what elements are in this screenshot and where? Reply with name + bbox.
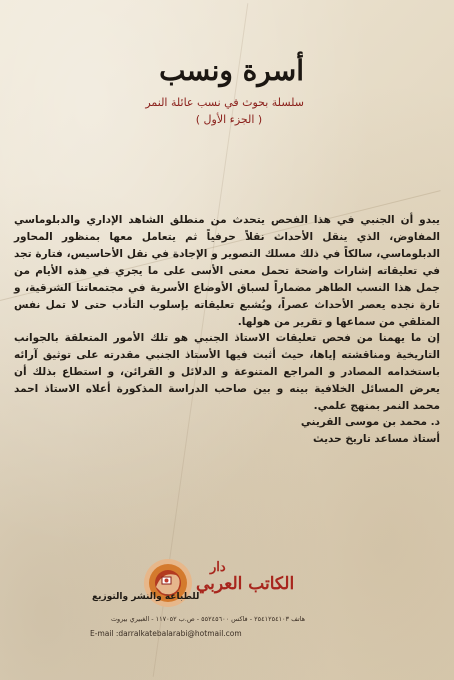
signature-title: أستاذ مساعد تاريخ حديث — [312, 433, 440, 445]
publisher-dar: دار — [210, 560, 226, 575]
publisher-contact: هاتف ٢٥٤١٢٥٤١٠٣ - فاكس ٥٥٢٤٥٦٠٠ - ص.ب ١١٧٠٥٢ - الغبيري بيروت — [110, 615, 306, 623]
signature-name: د. محمد بن موسى القريني — [300, 416, 440, 428]
publisher-email: E-mail :darralkatebalarabi@hotmail.com — [90, 629, 242, 638]
publisher-tagline: للطباعة والنشر والتوزيع — [92, 592, 200, 602]
book-title: أسرة ونسب — [159, 54, 304, 87]
review-paragraph-1: يبدو أن الجنبي في هذا الفحص يتحدث من منطلق الشاهد الإداري والدبلوماسي المفاوض، الذي ينقل الأحداث نقلاً حرفياً ثم يتعامل معها بمنظور المحاور الدبلوماسي، سالكاً في ذلك مسلك التصوير و الإجادة في نقل الأحاسيس، فتارة تجد في تعليقاته إشارات واضحة تحمل معنى الأسى على ما يجري في هذه الأيام من جمل هذا النسب الطاهر مضماراً لسباق الأوضاع الأسرية في مجتمعاتنا الشرقية، و تارة نجده يعصر الأحداث عصراً، ويُشبع تعليقاته بإسلوب التأدب حتى لا تمل نفس المتلقي من سماعها و تقرير من هولها. — [14, 214, 440, 328]
review-paragraph-2: إن ما يهمنا من فحص تعليقات الاستاذ الجنبي هو تلك الأمور المتعلقة بالجوانب التاريخية ومناقشته إياها، حيث أثبت فيها الأستاذ الجنبي مقدرته على توثيق آرائه باستخدامه المصادر و المراجع المتنوعة و الدلائل و القرائن، و استطاع بذلك أن يعرض المسائل الخلافية بينه و بين صاحب الدراسة المذكورة أعلاه الاستاذ احمد محمد النمر بمنهج علمي. — [14, 332, 440, 412]
publisher-name: الكاتب العربي — [196, 574, 295, 594]
series-subtitle: سلسلة بحوث في نسب عائلة النمر — [145, 96, 304, 109]
part-label: ( الجزء الأول ) — [195, 113, 263, 126]
